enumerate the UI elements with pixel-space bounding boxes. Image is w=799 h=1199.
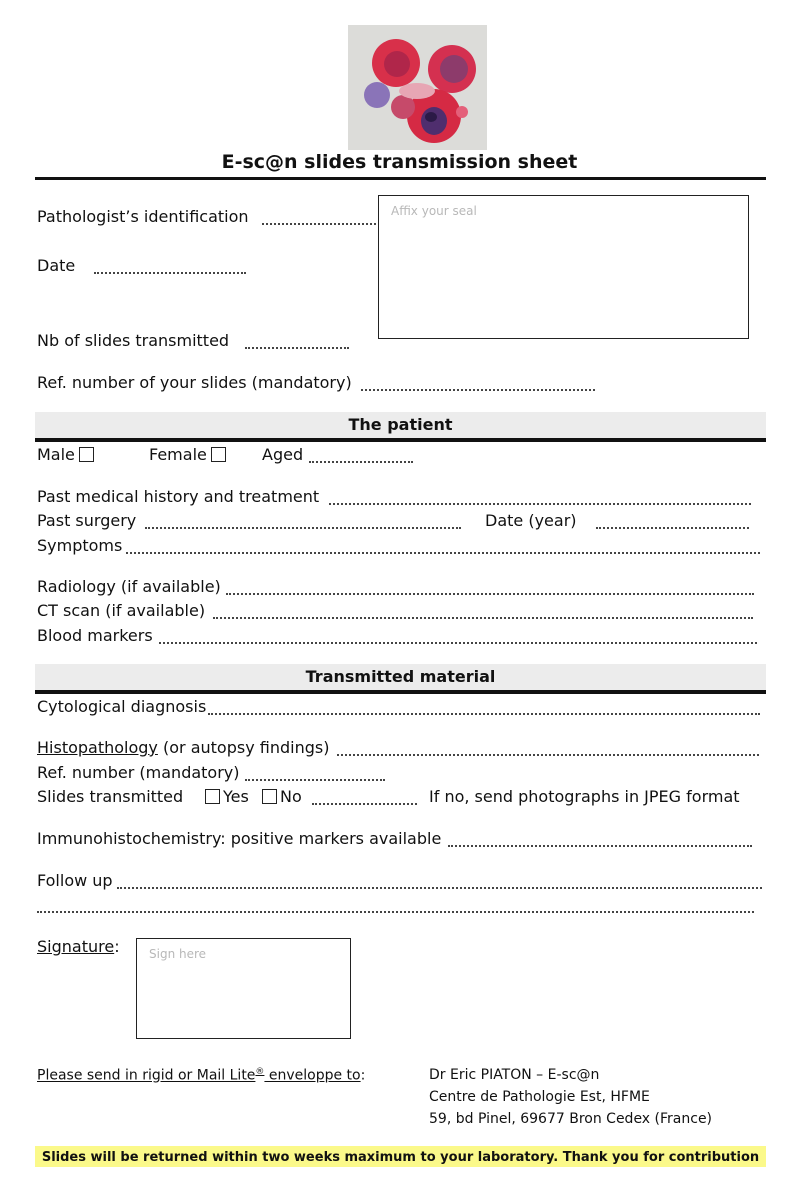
signature-placeholder: Sign here <box>149 947 207 961</box>
follow-up-field[interactable] <box>117 887 762 889</box>
histo-label <box>37 738 329 757</box>
aged-label: Aged <box>262 445 304 464</box>
nb-slides-label: Nb of slides transmitted <box>37 331 230 350</box>
female-checkbox[interactable] <box>211 447 226 462</box>
male-label: Male <box>37 445 75 464</box>
radiology-field[interactable] <box>226 593 754 595</box>
cyto-label: Cytological diagnosis <box>37 697 207 716</box>
aged-field[interactable] <box>309 461 413 463</box>
footer-note-band <box>35 1146 766 1167</box>
nb-slides-field[interactable] <box>245 347 349 349</box>
symptoms-label: Symptoms <box>37 536 123 555</box>
immuno-label: Immunohistochemistry: positive markers available <box>37 829 442 848</box>
pathologist-field[interactable] <box>262 223 376 225</box>
slides-no-option[interactable] <box>258 787 302 806</box>
seal-box[interactable] <box>378 195 749 339</box>
jpeg-note: If no, send photographs in JPEG format <box>429 787 740 806</box>
histo-ref-field[interactable] <box>245 779 385 781</box>
male-option[interactable] <box>37 445 94 464</box>
signature-label-text: Signature <box>37 937 115 956</box>
immuno-field[interactable] <box>448 845 752 847</box>
histo-label-rest: (or autopsy findings) <box>157 738 330 757</box>
patient-band <box>35 412 766 438</box>
slides-no-field[interactable] <box>312 803 417 805</box>
signature-label <box>37 937 120 956</box>
material-band <box>35 664 766 690</box>
footer-note: Slides will be returned within two weeks maximum to your laboratory. Thank you for contribution <box>41 1150 760 1165</box>
ref-number-field[interactable] <box>361 389 595 391</box>
follow-up-label: Follow up <box>37 871 113 890</box>
slides-yes-option[interactable] <box>201 787 249 806</box>
symptoms-field[interactable] <box>126 552 760 554</box>
slides-yes-checkbox[interactable] <box>205 789 220 804</box>
radiology-label: Radiology (if available) <box>37 577 221 596</box>
histo-field[interactable] <box>337 754 759 756</box>
patient-heading: The patient <box>348 415 453 434</box>
ct-scan-label: CT scan (if available) <box>37 601 206 620</box>
seal-placeholder: Affix your seal <box>391 204 477 218</box>
histo-label-underlined: Histopathology <box>37 738 158 757</box>
address-line-1: Dr Eric PIATON – E-sc@n <box>429 1067 600 1083</box>
patient-rule <box>35 438 766 442</box>
ct-scan-field[interactable] <box>213 617 753 619</box>
address-line-2: Centre de Pathologie Est, HFME <box>429 1089 650 1105</box>
histo-ref-label: Ref. number (mandatory) <box>37 763 240 782</box>
address-line-3: 59, bd Pinel, 69677 Bron Cedex (France) <box>429 1111 713 1127</box>
page-title: E-sc@n slides transmission sheet <box>221 151 578 173</box>
send-instruction-colon: : <box>360 1067 366 1084</box>
send-instruction <box>37 1067 365 1084</box>
title-rule <box>35 177 766 180</box>
date-field[interactable] <box>94 272 246 274</box>
surgery-field[interactable] <box>145 527 461 529</box>
signature-box[interactable] <box>136 938 351 1039</box>
material-rule <box>35 690 766 694</box>
ref-number-label: Ref. number of your slides (mandatory) <box>37 373 352 392</box>
date-year-field[interactable] <box>596 527 749 529</box>
signature-colon: : <box>114 937 120 956</box>
slides-no-label: No <box>280 787 302 806</box>
slides-transmitted-label: Slides transmitted <box>37 787 184 806</box>
follow-up-field-line-2[interactable] <box>37 911 754 913</box>
cell-image-logo <box>348 25 487 150</box>
send-instruction-a: Please send in rigid or Mail Lite <box>37 1067 256 1084</box>
slides-no-checkbox[interactable] <box>262 789 277 804</box>
history-field[interactable] <box>329 503 751 505</box>
send-instruction-b: enveloppe to <box>264 1067 361 1084</box>
blood-markers-field[interactable] <box>159 642 757 644</box>
registered-mark: ® <box>255 1067 265 1077</box>
date-label: Date <box>37 256 76 275</box>
date-year-label: Date (year) <box>485 511 577 530</box>
male-checkbox[interactable] <box>79 447 94 462</box>
blood-markers-label: Blood markers <box>37 626 153 645</box>
female-option[interactable] <box>149 445 226 464</box>
female-label: Female <box>149 445 207 464</box>
slides-yes-label: Yes <box>223 787 249 806</box>
cyto-field[interactable] <box>208 713 760 715</box>
pathologist-label: Pathologist’s identification <box>37 207 249 226</box>
material-heading: Transmitted material <box>305 667 496 686</box>
history-label: Past medical history and treatment <box>37 487 320 506</box>
surgery-label: Past surgery <box>37 511 137 530</box>
